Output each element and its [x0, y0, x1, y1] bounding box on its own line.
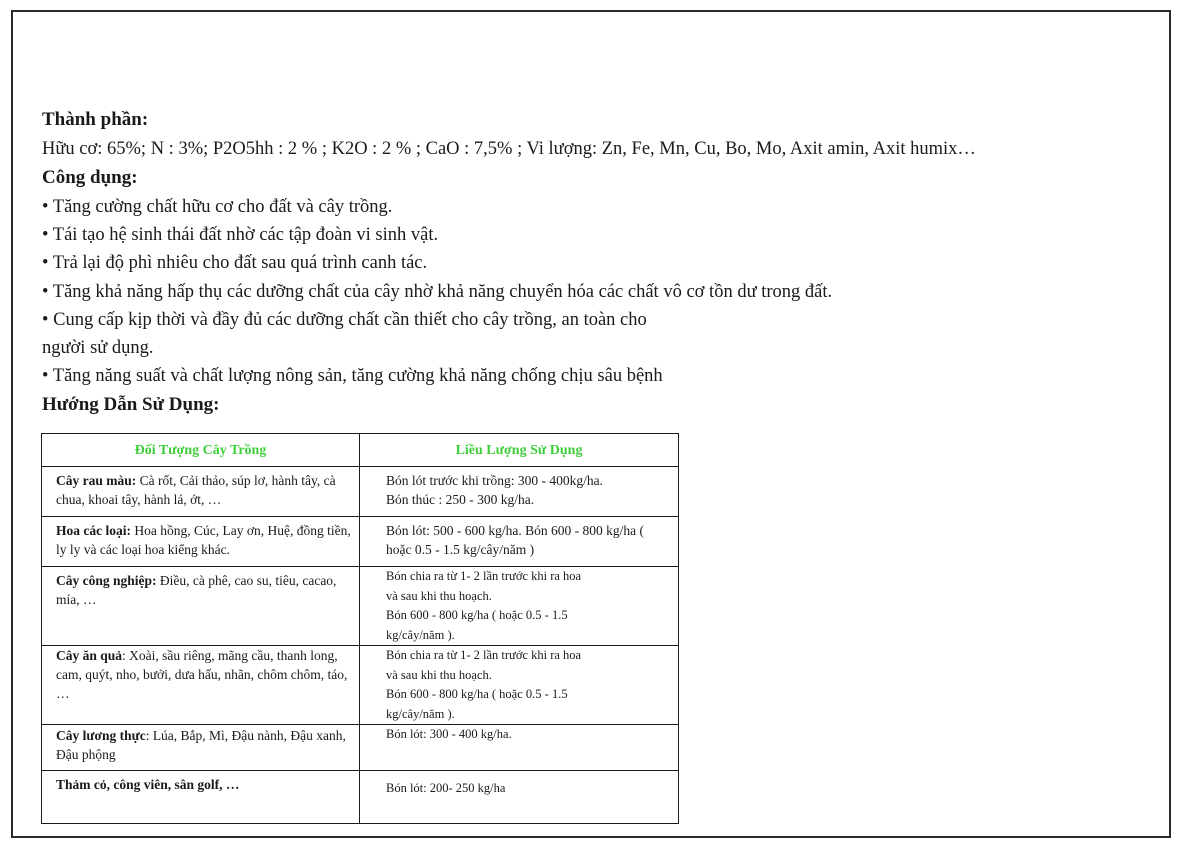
crop-cell [42, 517, 360, 567]
uses-item: • Tăng khả năng hấp thụ các dưỡng chất của cây nhờ khả năng chuyển hóa các chất vô cơ tồn dư trong đất. [42, 282, 833, 302]
dose-line: Bón 600 - 800 kg/ha ( hoặc 0.5 - 1.5 [386, 608, 568, 622]
table-row [42, 646, 679, 725]
composition-text: Hữu cơ: 65%; N : 3%; P2O5hh : 2 % ; K2O : 2 % ; CaO : 7,5% ; Vi lượng: Zn, Fe, Mn, Cu, Bo, Mo, Axit amin, Axit humix… [42, 139, 976, 159]
crop-name: Hoa các loại: [56, 523, 131, 538]
dose-line: kg/cây/năm ). [386, 627, 455, 642]
dose-cell [360, 725, 679, 771]
uses-item: • Tái tạo hệ sinh thái đất nhờ các tập đoàn vi sinh vật. [42, 225, 439, 245]
dose-line: và sau khi thu hoạch. [386, 667, 492, 682]
crop-name: Cây công nghiệp: [56, 573, 157, 588]
crop-name: Cây rau màu: [56, 473, 137, 488]
dosage-table [41, 433, 679, 824]
dose-line: Bón chia ra từ 1- 2 lần trước khi ra hoa [386, 569, 582, 583]
crop-detail: : Xoài, sầu riêng, mãng cầu, thanh long, cam, quýt, nho, bưởi, dưa hấu, nhãn, chôm chôm, táo, … [56, 648, 348, 701]
uses-item: • Cung cấp kịp thời và đầy đủ các dưỡng chất cần thiết cho cây trồng, an toàn cho [42, 310, 647, 330]
uses-item: • Trả lại độ phì nhiêu cho đất sau quá trình canh tác. [42, 253, 428, 273]
uses-item: người sử dụng. [42, 338, 154, 358]
dose-line: và sau khi thu hoạch. [386, 588, 492, 603]
dose-cell [360, 467, 679, 517]
dose-line: Bón 600 - 800 kg/ha ( hoặc 0.5 - 1.5 [386, 687, 568, 701]
crop-cell [42, 467, 360, 517]
dose-cell [360, 517, 679, 567]
table-row [42, 467, 679, 517]
dose-line: Bón chia ra từ 1- 2 lần trước khi ra hoa [386, 648, 582, 662]
crop-cell [42, 646, 360, 725]
dose-cell [360, 567, 679, 646]
table-row [42, 517, 679, 567]
crop-cell [42, 567, 360, 646]
dose-line: Bón lót: 500 - 600 kg/ha. Bón 600 - 800 kg/ha ( hoặc 0.5 - 1.5 kg/cây/năm ) [386, 523, 644, 557]
dose-cell [360, 646, 679, 725]
uses-item: • Tăng cường chất hữu cơ cho đất và cây trồng. [42, 197, 393, 217]
uses-item: • Tăng năng suất và chất lượng nông sản, tăng cường khả năng chống chịu sâu bệnh [42, 366, 663, 386]
composition-heading: Thành phần: [42, 109, 149, 130]
instructions-heading: Hướng Dẫn Sử Dụng: [42, 394, 220, 415]
crop-detail: Cà rốt, Cải thảo, súp lơ, hành tây, cà chua, khoai tây, hành lá, ớt, … [56, 473, 336, 507]
crop-cell [42, 771, 360, 824]
crop-name: Thảm cỏ, công viên, sân golf, … [56, 777, 240, 792]
crop-name: Cây ăn quả [56, 648, 123, 663]
table-header-row [42, 434, 679, 467]
crop-name: Cây lương thực [56, 728, 146, 743]
dose-line: Bón thúc : 250 - 300 kg/ha. [386, 492, 535, 507]
dose-line: kg/cây/năm ). [386, 706, 455, 721]
dose-line: Bón lót trước khi trồng: 300 - 400kg/ha. [386, 473, 603, 488]
dose-line: Bón lót: 300 - 400 kg/ha. [386, 727, 512, 741]
crop-detail: Hoa hồng, Cúc, Lay ơn, Huệ, đồng tiền, ly ly và các loại hoa kiểng khác. [56, 523, 351, 557]
table-row [42, 567, 679, 646]
dose-cell [360, 771, 679, 824]
table-row [42, 771, 679, 824]
header-dose: Liều Lượng Sử Dụng [360, 434, 679, 467]
crop-cell [42, 725, 360, 771]
table-row [42, 725, 679, 771]
dose-line: Bón lót: 200- 250 kg/ha [386, 781, 506, 795]
crop-detail: : Lúa, Bắp, Mì, Đậu nành, Đậu xanh, Đậu phộng [56, 728, 346, 762]
header-crop: Đối Tượng Cây Trồng [42, 434, 360, 467]
uses-heading: Công dụng: [42, 167, 138, 188]
crop-detail: Điều, cà phê, cao su, tiêu, cacao, mía, … [56, 573, 337, 607]
